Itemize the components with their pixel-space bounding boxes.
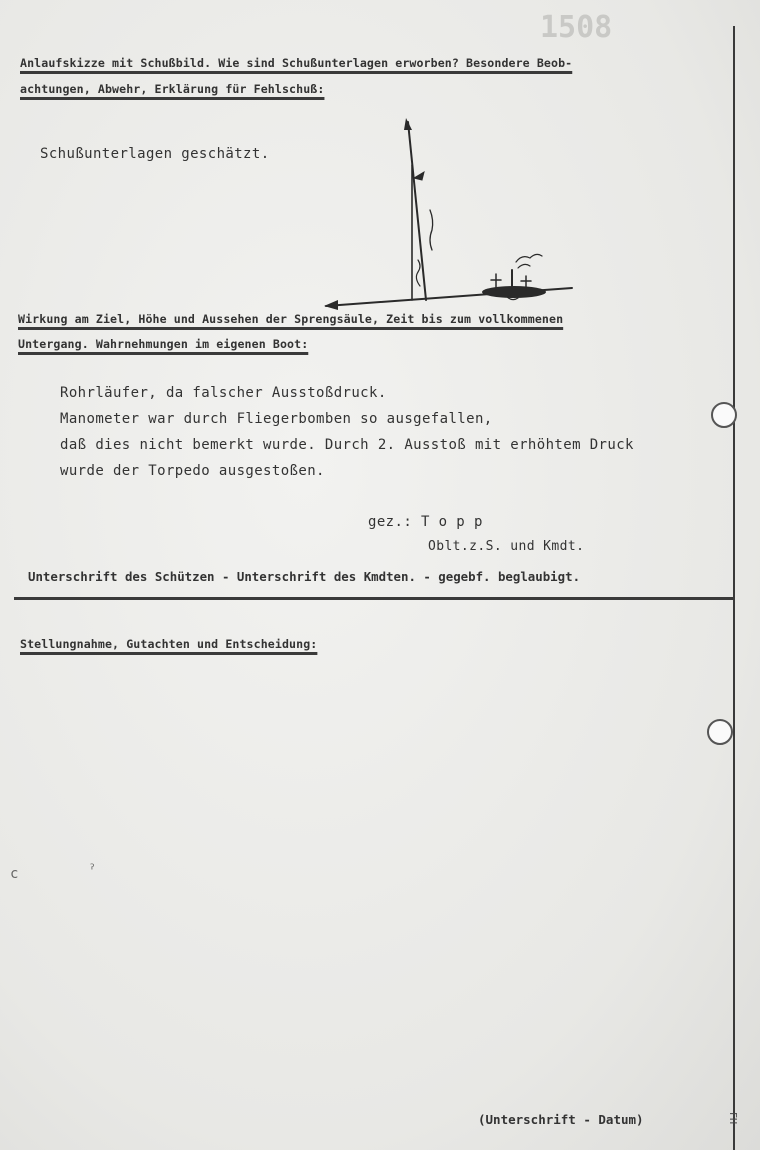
signature-name: gez.: T o p p <box>368 514 483 530</box>
effect-line-4: wurde der Torpedo ausgestoßen. <box>60 463 325 479</box>
decision-header: Stellungnahme, Gutachten und Entscheidung: <box>20 637 318 651</box>
effect-line-1: Rohrläufer, da falscher Ausstoßdruck. <box>60 385 387 401</box>
decision-footer: (Unterschrift - Datum) <box>478 1112 644 1127</box>
effect-line-3: daß dies nicht bemerkt wurde. Durch 2. Ausstoß mit erhöhtem Druck <box>60 437 634 453</box>
section-divider-rule <box>14 597 734 600</box>
stray-mark: c <box>10 866 19 882</box>
effect-header-line-1: Wirkung am Ziel, Höhe und Aussehen der Sprengsäule, Zeit bis zum vollkommenen <box>18 312 564 326</box>
signature-caption: Unterschrift des Schützen - Unterschrift des Kmdten. - gegebf. beglaubigt. <box>28 569 581 584</box>
stray-mark: ˀ <box>88 864 97 880</box>
approach-content: Schußunterlagen geschätzt. <box>40 146 270 162</box>
punch-hole-bottom <box>707 719 733 745</box>
approach-header-line-2: achtungen, Abwehr, Erklärung für Fehlschuß: <box>20 82 325 96</box>
edge-code: FH <box>727 1112 738 1125</box>
punch-hole-top <box>711 402 737 428</box>
approach-sketch <box>320 110 580 310</box>
right-margin-rule <box>733 26 735 1150</box>
approach-header-line-1: Anlaufskizze mit Schußbild. Wie sind Schußunterlagen erworben? Besondere Beob- <box>20 56 573 70</box>
signature-rank: Oblt.z.S. und Kmdt. <box>428 539 585 554</box>
bleed-through-number: 1508 <box>540 10 613 45</box>
effect-line-2: Manometer war durch Fliegerbomben so ausgefallen, <box>60 411 493 427</box>
effect-header-line-2: Untergang. Wahrnehmungen im eigenen Boot: <box>18 337 309 351</box>
